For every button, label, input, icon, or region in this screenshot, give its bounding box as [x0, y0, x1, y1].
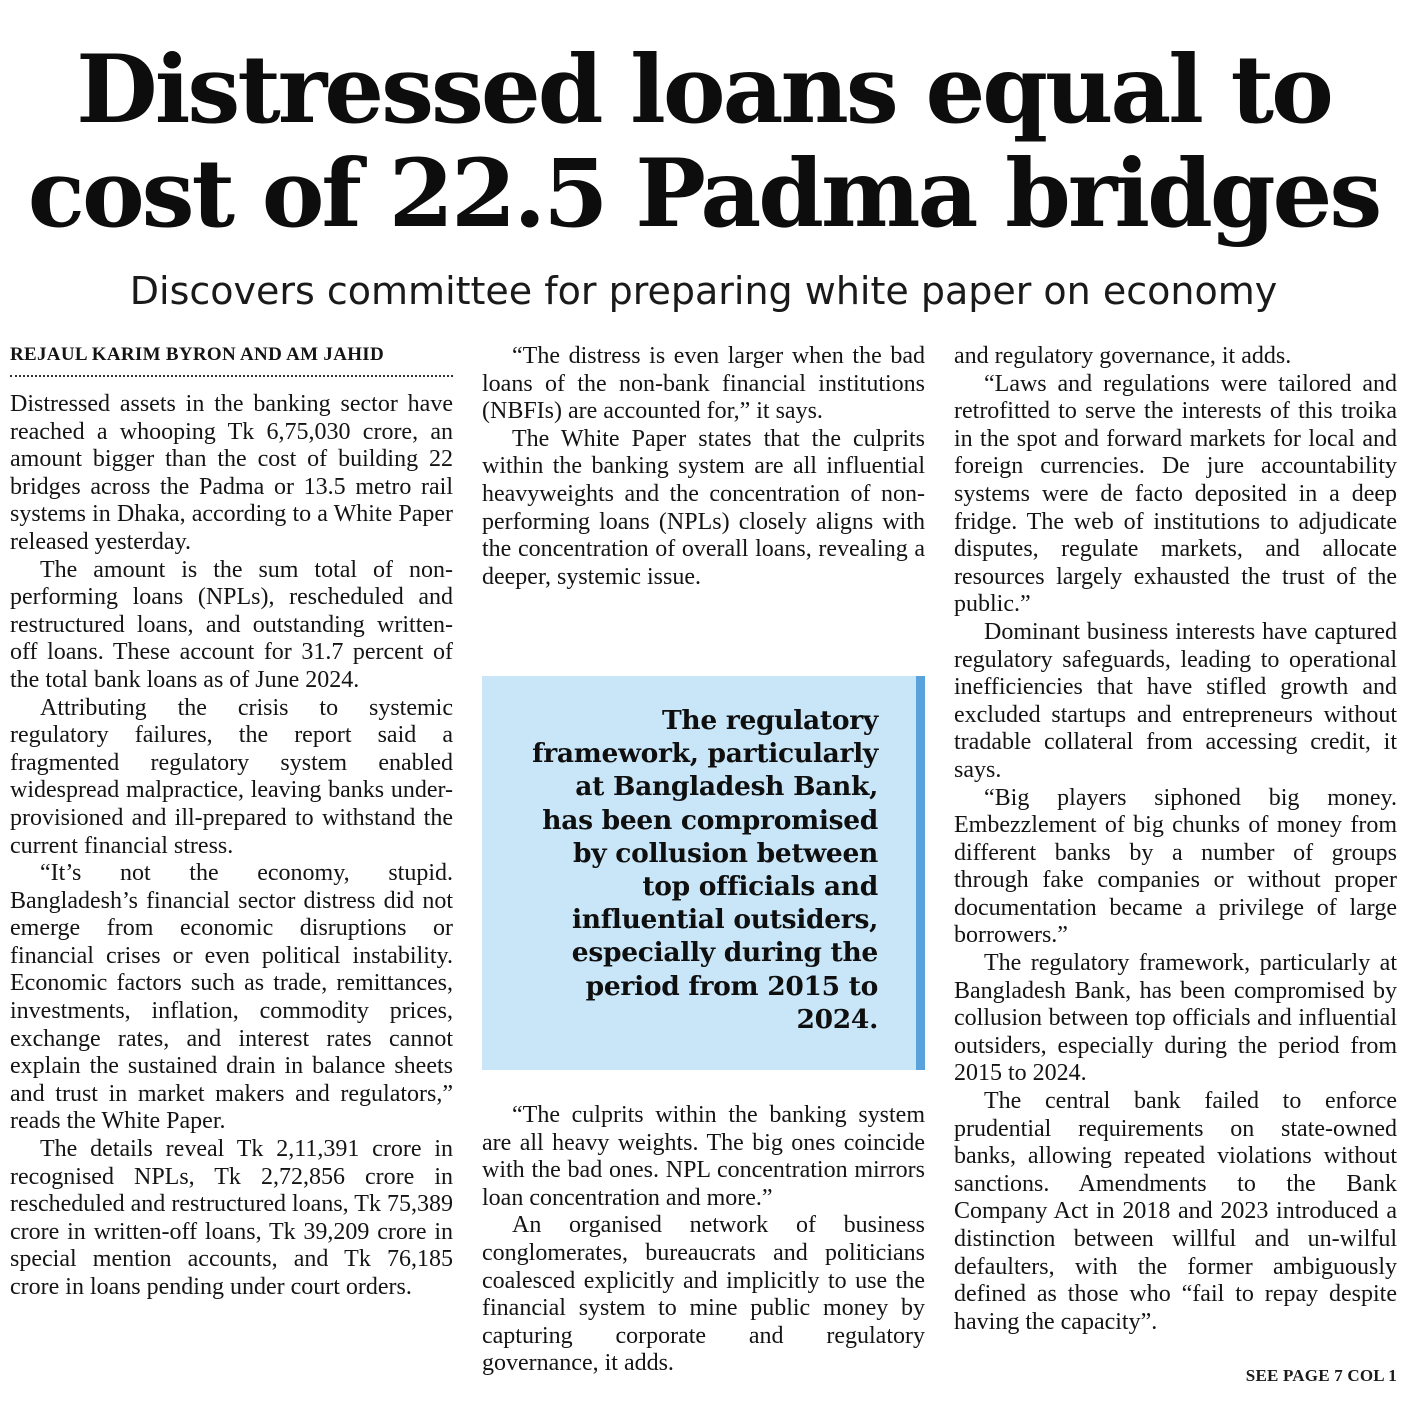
jump-line: SEE PAGE 7 COL 1 — [1245, 1366, 1397, 1385]
subheadline: Discovers committee for preparing white paper on economy — [129, 269, 1278, 313]
paragraph: “The culprits within the banking system are all heavy weights. The big ones coincide with the bad ones. NPL concentration mirrors loan concentration and more.” — [482, 1102, 925, 1211]
byline: REJAUL KARIM BYRON AND AM JAHID — [10, 343, 453, 377]
paragraph: “It’s not the economy, stupid. Bangladesh’s financial sector distress did not emerge from economic disruptions or financial crises or even political instability. Economic factors such as trade, remittances, investments, inflation, commodity prices, exchange rates, and interest rates cannot explain the sustained drain in balance sheets and trust in market makers and regulators,” reads the White Paper. — [10, 860, 453, 1135]
paragraph: The White Paper states that the culprits within the banking system are all influential heavyweights and the concentration of non-performing loans (NPLs) closely aligns with the concentration of overall loans, revealing a deeper, systemic issue. — [482, 425, 925, 590]
paragraph: “The distress is even larger when the bad loans of the non-bank financial institutions (NBFIs) are accounted for,” it says. — [482, 343, 925, 425]
paragraph: The central bank failed to enforce prudential requirements on state-owned banks, allowing repeated violations without sanctions. Amendments to the Bank Company Act in 2018 and 2023 introduced a distinction between willful and un-wilful defaulters, with the former ambiguously defined as those who “fail to repay despite having the capacity”. — [954, 1088, 1397, 1335]
pull-quote-text: The regulatory framework, particularly at Bangladesh Bank, has been compromised by collusion between top officials and influential outsiders, especially during the period from 2015 to 2024. — [532, 705, 878, 1035]
column-1 — [10, 343, 453, 1302]
paragraph: “Big players siphoned big money. Embezzlement of big chunks of money from different banks by a number of groups through fake companies or without proper documentation became a privilege of large borrowers.” — [954, 784, 1397, 949]
column-2-top — [482, 343, 925, 591]
column-3 — [954, 343, 1397, 1336]
paragraph: The regulatory framework, particularly at Bangladesh Bank, has been compromised by collusion between top officials and influential outsiders, especially during the period from 2015 to 2024. — [954, 950, 1397, 1087]
column-2-bottom — [482, 1102, 925, 1378]
paragraph: The details reveal Tk 2,11,391 crore in recognised NPLs, Tk 2,72,856 crore in rescheduled and restructured loans, Tk 75,389 crore in written-off loans, Tk 39,209 crore in special mention accounts, and Tk 76,185 crore in loans pending under court orders. — [10, 1136, 453, 1300]
paragraph: The amount is the sum total of non-performing loans (NPLs), rescheduled and restructured loans, and outstanding written-off loans. These account for 31.7 percent of the total bank loans as of June 2024. — [10, 556, 453, 693]
headline-line-1: Distressed loans equal to — [76, 35, 1331, 145]
pull-quote-box — [482, 676, 925, 1070]
paragraph: Distressed assets in the banking sector have reached a whooping Tk 6,75,030 crore, an amount bigger than the cost of building 22 bridges across the Padma or 13.5 metro rail systems in Dhaka, according to a White Paper released yesterday. — [10, 391, 453, 555]
paragraph: An organised network of business conglomerates, bureaucrats and politicians coalesced explicitly and implicitly to use the financial system to mine public money by capturing corporate and regulatory governance, it adds. — [482, 1212, 925, 1377]
paragraph: Dominant business interests have captured regulatory safeguards, leading to operational inefficiencies that have stifled growth and excluded startups and entrepreneurs without tradable collateral from accessing credit, it says. — [954, 618, 1397, 783]
paragraph: “Laws and regulations were tailored and retrofitted to serve the interests of this troika in the spot and forward markets for local and foreign currencies. De jure accountability systems were de facto deposited in a deep fridge. The web of institutions to adjudicate disputes, regulate markets, and allocate resources largely exhausted the trust of the public.” — [954, 370, 1397, 618]
headline-line-2: cost of 22.5 Padma bridges — [27, 139, 1380, 249]
paragraph: Attributing the crisis to systemic regulatory failures, the report said a fragmented regulatory system enabled widespread malpractice, leaving banks under-provisioned and ill-prepared to withstand the current financial stress. — [10, 694, 453, 859]
paragraph-continuation: and regulatory governance, it adds. — [954, 343, 1292, 369]
headline — [0, 35, 1407, 249]
